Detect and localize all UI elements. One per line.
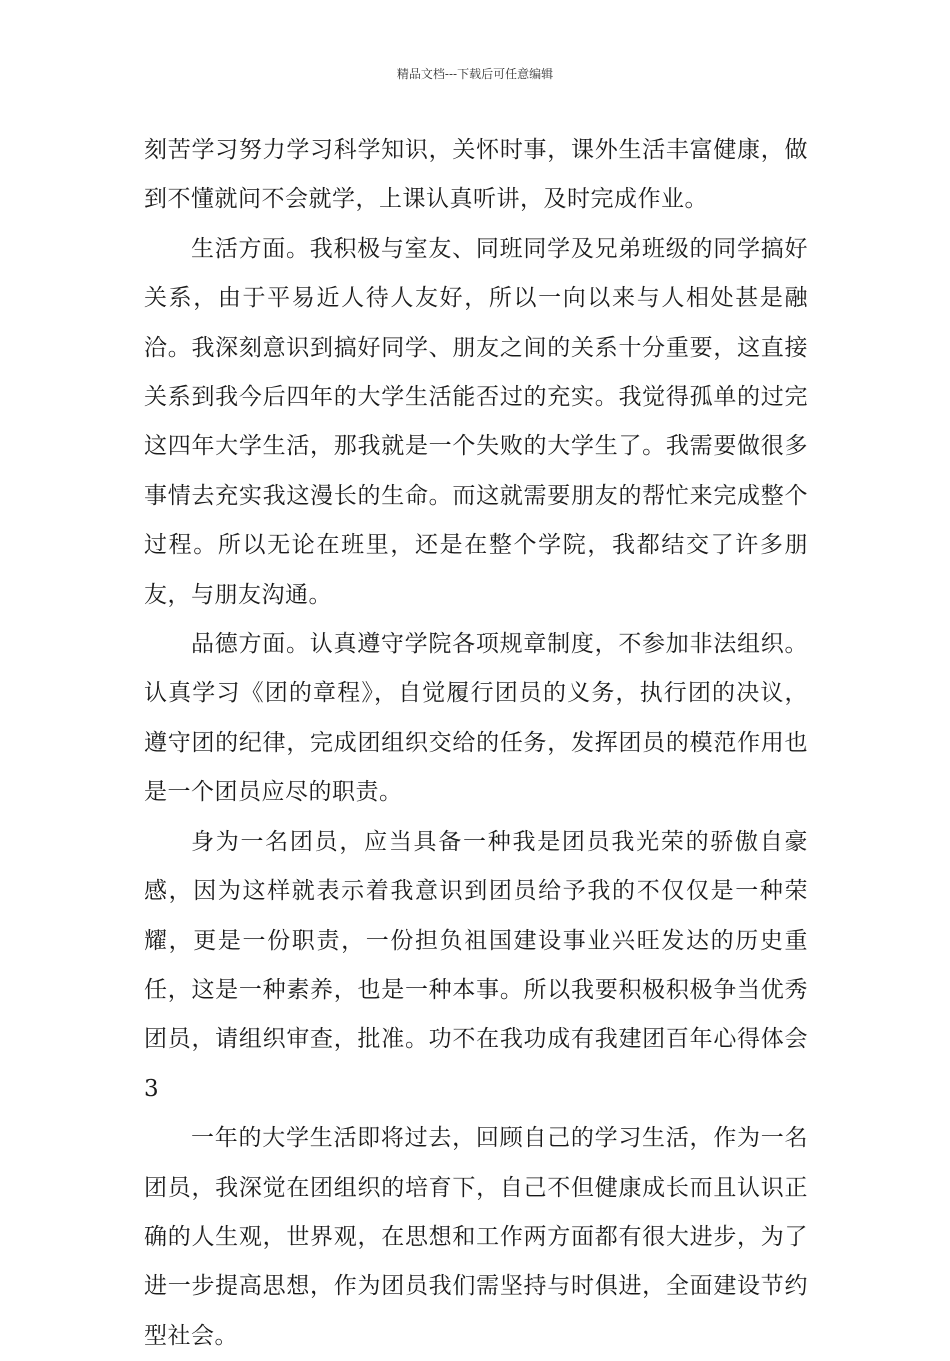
page-header: 精品文档---下载后可任意编辑 — [396, 67, 554, 81]
paragraph-2: 生活方面。我积极与室友、同班同学及兄弟班级的同学搞好关系，由于平易近人待人友好，所以一向以来与人相处甚是融洽。我深刻意识到搞好同学、朋友之间的关系十分重要，这直接关系到我今后四年的大学生活能否过的充实。我觉得孤单的过完这四年大学生活，那我就是一个失败的大学生了。我需要做很多事情去充实我这漫长的生命。而这就需要朋友的帮忙来完成整个过程。所以无论在班里，还是在整个学院，我都结交了许多朋友，与朋友沟通。 — [144, 235, 808, 608]
paragraph-1: 刻苦学习努力学习科学知识，关怀时事，课外生活丰富健康，做到不懂就问不会就学，上课认真听讲，及时完成作业。 — [144, 137, 808, 213]
paragraph-4: 身为一名团员，应当具备一种我是团员我光荣的骄傲自豪感，因为这样就表示着我意识到团员给予我的不仅仅是一种荣耀，更是一份职责，一份担负祖国建设事业兴旺发达的历史重任，这是一种素养，也是一种本事。所以我要积极积极争当优秀团员，请组织审查，批准。功不在我功成有我建团百年心得体会3 — [144, 828, 808, 1102]
paragraph-3: 品德方面。认真遵守学院各项规章制度，不参加非法组织。认真学习《团的章程》，自觉履行团员的义务，执行团的决议，遵守团的纪律，完成团组织交给的任务，发挥团员的模范作用也是一个团员应尽的职责。 — [144, 631, 808, 806]
document-body — [144, 126, 808, 1361]
paragraph-5: 一年的大学生活即将过去，回顾自己的学习生活，作为一名团员，我深觉在团组织的培育下，自己不但健康成长而且认识正确的人生观，世界观，在思想和工作两方面都有很大进步，为了进一步提高思想，作为团员我们需坚持与时俱进，全面建设节约型社会。 — [144, 1125, 808, 1349]
